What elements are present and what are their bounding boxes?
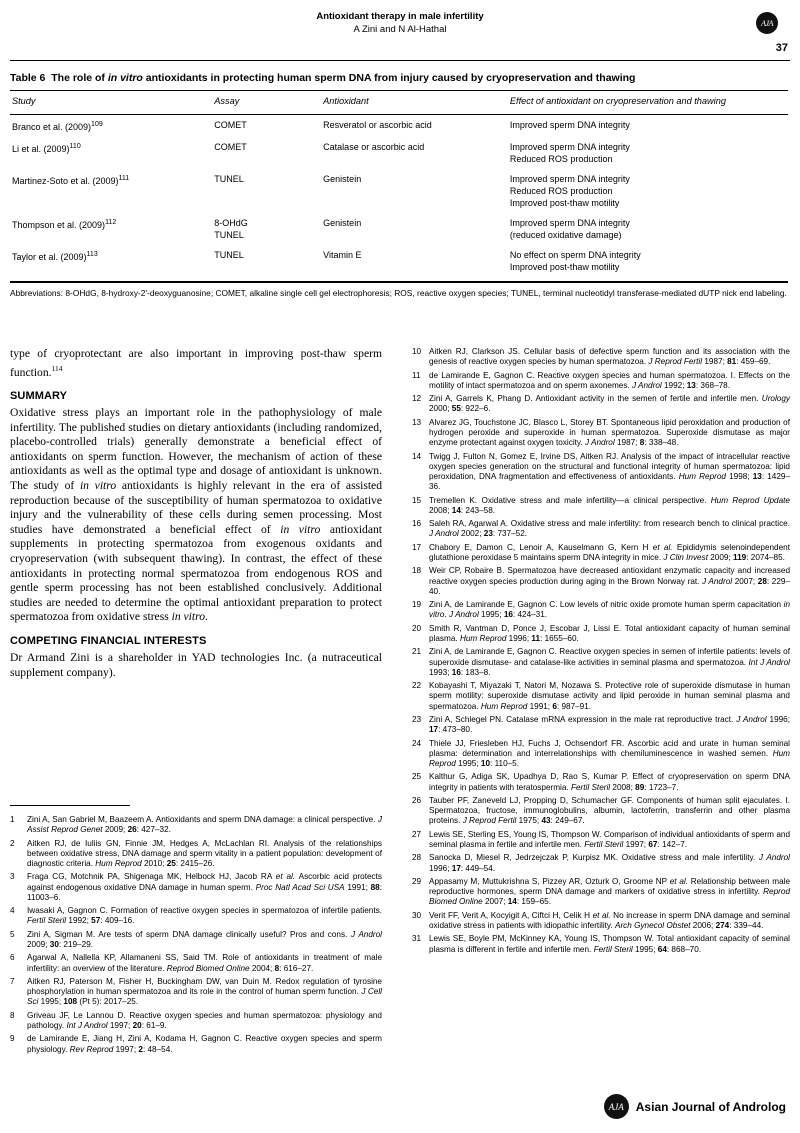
running-head [0,10,800,36]
reference-item [412,796,790,827]
study-name: Martinez-Soto et al. (2009) [12,176,119,186]
reference-text: Kobayashi T, Miyazaki T, Natori M, Nozawa S. Protective role of superoxide dismutase in human sperm motility: superoxide dismutase activity and lipid peroxide in human seminal plasma and spermatozoa. Hum Reprod 1991; 6: 987–91. [429,681,790,711]
reference-number: 13 [412,417,422,427]
table-body [10,115,788,280]
reference-number: 14 [412,451,422,461]
table-caption-italic: in vitro [107,72,143,84]
reference-number: 6 [10,953,15,963]
table-abbreviations: Abbreviations: 8-OHdG, 8-hydroxy-2'-deoxyguanosine; COMET, alkaline single cell gel electrophoresis; ROS, reactive oxygen species; TUNEL, terminal nucleotidyl transferase-mediated dUTP nick end labeling. [10,287,787,298]
reference-item [412,624,790,644]
reference-text: Aitken RJ, de Iuliis GN, Finnie JM, Hedges A, McLachlan RI. Analysis of the relationships between oxidative stress, DNA damage and sperm vitality in a patient population: development of diagnostic criteria. Hum Reprod 2010; 25: 2415–26. [27,838,382,868]
reference-number: 24 [412,738,422,748]
table-6 [10,72,788,299]
journal-logo-icon: AJA [756,12,778,34]
reference-text: Alvarez JG, Touchstone JC, Blasco L, Storey BT. Spontaneous lipid peroxidation and production of hydrogen peroxide and superoxide in human spermatozoa. Superoxide dismutase as major enzyme protectant against oxygen toxicity. J Androl 1987; 8: 338–48. [429,417,790,448]
reference-text: Fraga CG, Motchnik PA, Shigenaga MK, Helbock HJ, Jacob RA et al. Ascorbic acid protects against endogenous oxidative DNA damage in human sperm. Proc Natl Acad Sci USA 1991; 88: 11003–6. [27,872,383,902]
body-columns [10,347,790,1087]
right-column [412,347,790,958]
reference-number: 25 [412,772,422,782]
table-row [10,213,788,245]
reference-item [10,815,382,835]
reference-text: de Lamirande E, Jiang H, Zini A, Kodama H, Gagnon C. Reactive oxygen species and sperm physiology. Rev Reprod 1997; 2: 48–54. [27,1034,382,1054]
reference-text: Zini A, de Lamirande E, Gagnon C. Reactive oxygen species in semen of infertile patients: levels of superoxide dismutase- and catalase-like activities in seminal plasma and spermatozoa. Int J Androl 1993; 16: 183–8. [429,647,790,677]
cell-assay [212,137,321,169]
continued-ref: 114 [51,363,63,373]
reference-item [412,647,790,678]
reference-text: Zini A, Sigman M. Are tests of sperm DNA damage clinically useful? Pros and cons. J Androl 2009; 30: 219–29. [27,929,382,949]
effect-line: Improved post-thaw motility [509,198,620,208]
summary-italic-3: in vitro [171,610,206,624]
running-head-title: Antioxidant therapy in male infertility [316,11,484,22]
cell-study [10,169,212,213]
reference-text: Aitken RJ, Clarkson JS. Cellular basis of defective sperm function and its association with the genesis of reactive oxygen species by human spermatozoa. J Reprod Fertil 1987; 81: 459–69. [429,347,790,367]
reference-number: 8 [10,1010,15,1020]
antioxidant-line: Genistein [323,218,362,228]
table-caption-post: antioxidants in protecting human sperm DNA from injury caused by cryopreservation and thawing [142,72,636,84]
header-divider [10,60,790,61]
reference-item [10,953,382,973]
effect-line: Improved post-thaw motility [509,262,620,272]
cell-study [10,245,212,279]
reference-item [10,1034,382,1054]
antioxidant-line: Genistein [323,174,362,184]
assay-line: 8-OHdG [214,218,248,228]
reference-text: Lewis SE, Sterling ES, Young IS, Thompson W. Comparison of individual antioxidants of sperm and seminal plasma in fertile and infertile men. Fertil Steril 1997; 67: 142–7. [429,829,790,849]
reference-number: 23 [412,714,422,724]
reference-item [10,1011,382,1031]
assay-line: COMET [214,142,247,152]
reference-number: 19 [412,600,422,610]
study-name: Taylor et al. (2009) [12,252,87,262]
study-ref: 113 [86,251,98,258]
cell-antioxidant [321,169,508,213]
page-number: 37 [775,42,788,54]
reference-number: 4 [10,906,15,916]
reference-number: 30 [412,910,422,920]
reference-number: 9 [10,1034,15,1044]
competing-paragraph: Dr Armand Zini is a shareholder in YAD technologies Inc. (a nutraceutical supplement company). [10,650,382,679]
effect-line: No effect on sperm DNA integrity [509,250,641,260]
summary-italic-2: in vitro [280,522,321,536]
study-name: Branco et al. (2009) [12,122,92,132]
effect-line: Improved sperm DNA integrity [509,142,630,152]
reference-text: Verit FF, Verit A, Kocyigit A, Ciftci H, Celik H et al. No increase in sperm DNA damage and seminal oxidative stress in patients with idiopathic infertility. Arch Gynecol Obstet 2006; 274: 339–44. [429,910,790,930]
reference-text: Agarwal A, Nallella KP, Allamaneni SS, Said TM. Role of antioxidants in treatment of male infertility: an overview of the literature. Reprod Biomed Online 2004; 8: 616–27. [27,953,382,973]
assay-line: TUNEL [214,230,244,240]
references-left [10,815,382,1058]
reference-text: Zini A, San Gabriel M, Baazeem A. Antioxidants and sperm DNA damage: a clinical perspective. J Assist Reprod Genet 2009; 26: 427–32. [27,815,382,835]
reference-item [10,872,382,903]
reference-number: 28 [412,853,422,863]
reference-number: 31 [412,934,422,944]
cell-antioxidant [321,115,508,138]
reference-item [412,681,790,712]
reference-text: Tremellen K. Oxidative stress and male infertility—a clinical perspective. Hum Reprod Update 2008; 14: 243–58. [429,495,790,515]
left-column [10,347,383,1054]
cell-antioxidant [321,213,508,245]
table-caption-pre: The role of [51,72,108,84]
summary-italic-1: in vitro [79,479,117,493]
reference-text: Chabory E, Damon C, Lenoir A, Kauselmann G, Kern H et al. Epididymis selenoindependent glutathione peroxidase 5 maintains sperm DNA integrity in mice. J Clin Invest 2009; 119: 2074–85. [429,542,790,562]
assay-line: TUNEL [214,250,244,260]
reference-number: 22 [412,681,422,691]
reference-text: Appasamy M, Muttukrishna S, Pizzey AR, Ozturk O, Groome NP et al. Relationship between male reproductive hormones, sperm DNA damage and markers of oxidative stress in infertility. Reprod Biomed Online 2007; 14: 159–65. [429,876,790,907]
column-header-antioxidant: Antioxidant [321,91,508,115]
reference-number: 16 [412,519,422,529]
reference-item [412,877,790,908]
reference-number: 27 [412,829,422,839]
reference-item [412,934,790,954]
reference-number: 18 [412,566,422,576]
summary-part-4: . [205,610,208,624]
reference-item [412,911,790,931]
reference-item [412,566,790,597]
cell-effect [508,245,788,279]
table-label: Table 6 [10,72,46,84]
effect-line: Improved sperm DNA integrity [509,218,630,228]
table-row [10,115,788,138]
table-6-grid [10,90,788,279]
reference-text: Griveau JF, Le Lannou D. Reactive oxygen species and human spermatozoa: physiology and pathology. Int J Androl 1997; 20: 61–9. [27,1010,382,1030]
antioxidant-line: Vitamin E [323,250,362,260]
journal-footer-logo-icon: AJA [604,1094,629,1119]
reference-text: Saleh RA, Agarwal A. Oxidative stress and male infertility: from research bench to clinical practice. J Androl 2002; 23: 737–52. [429,519,790,539]
reference-item [412,853,790,873]
reference-item [412,715,790,735]
reference-number: 21 [412,647,422,657]
cell-effect [508,169,788,213]
table-header-row [10,91,788,115]
summary-part-3: antioxidant supplements in protecting spermatozoa from exogenous oxidants and cryopreservation (with subsequent thawing). In contrast, the effect of these antioxidants in protecting normal spermatozoa from endogenous ROS and gentle sperm processing has not been established conclusively. Additional studies are needed to determine the optimal antioxidant preparation to protect spermatozoa from oxidative stress [10,522,383,624]
running-head-authors: A Zini and N Al-Hathal [353,24,447,35]
study-ref: 110 [69,143,81,150]
reference-text: Zini A, de Lamirande E, Gagnon C. Low levels of nitric oxide promote human sperm capacitation in vitro. J Androl 1995; 16: 424–31. [429,600,790,620]
cell-assay [212,213,321,245]
reference-number: 10 [412,347,422,356]
journal-name: Asian Journal of Androlog [635,1099,786,1114]
effect-line: Reduced ROS production [509,186,613,196]
cell-effect [508,213,788,245]
study-name: Thompson et al. (2009) [12,220,106,230]
reference-text: Aitken RJ, Paterson M, Fisher H, Buckingham DW, van Duin M. Redox regulation of tyrosine phosphorylation in human spermatozoa and its role in the control of human sperm function. J Cell Sci 1995; 108 (Pt 5): 2017–25. [27,976,382,1007]
cell-assay [212,115,321,138]
reference-item [412,496,790,516]
cell-study [10,137,212,169]
table-caption [10,72,788,85]
antioxidant-line: Resveratol or ascorbic acid [323,120,432,130]
cell-antioxidant [321,137,508,169]
reference-text: Sanocka D, Miesel R, Jedrzejczak P, Kurpisz MK. Oxidative stress and male infertility. J Androl 1996; 17: 449–54. [429,853,790,873]
reference-number: 11 [412,370,421,380]
summary-part-1: Oxidative stress plays an important role in the pathophysiology of male infertility. The published studies on dietary antioxidants (including randomized, placebo-controlled trials) generally demonstrate a beneficial effect of antioxidants on sperm function. However, the mechanism of action of these antioxidants as well as the optimal type and dosage of antioxidant is unknown. The study of [10,406,382,493]
reference-item [10,839,382,870]
column-header-effect: Effect of antioxidant on cryopreservation and thawing [508,91,788,115]
cell-effect [508,115,788,138]
table-bottom-rule [10,281,788,283]
effect-line: (reduced oxidative damage) [509,230,622,240]
reference-item [412,543,790,563]
page-footer [604,1094,786,1119]
reference-number: 7 [10,976,15,986]
reference-text: Thiele JJ, Friesleben HJ, Fuchs J, Ochsendorf FR. Ascorbic acid and urate in human seminal plasma: determination and interrelationships with chemiluminescence in washed semen. Hum Reprod 1995; 10: 110–5. [429,738,790,768]
continued-text: type of cryoprotectant are also important in improving post-thaw sperm function. [10,347,382,379]
reference-text: de Lamirande E, Gagnon C. Reactive oxygen species and human spermatozoa. I. Effects on the motility of intact spermatozoa and on sperm axonemes. J Androl 1992; 13: 368–78. [429,370,790,390]
reference-number: 2 [10,838,15,848]
reference-item [412,519,790,539]
study-name: Li et al. (2009) [12,144,70,154]
reference-text: Iwasaki A, Gagnon C. Formation of reactive oxygen species in spermatozoa of infertile patients. Fertil Steril 1992; 57: 409–16. [27,906,382,926]
study-ref: 112 [105,219,117,226]
cell-study [10,115,212,138]
reference-item [412,394,790,414]
reference-item [412,600,790,620]
reference-number: 1 [10,815,15,824]
table-row [10,245,788,279]
reference-text: Zini A, Schlegel PN. Catalase mRNA expression in the male rat reproductive tract. J Androl 1996; 17: 473–80. [429,714,791,735]
reference-item [10,930,382,950]
reference-text: Twigg J, Fulton N, Gomez E, Irvine DS, Aitken RJ. Analysis of the impact of intracellular reactive oxygen species generation on the structural and functional integrity of human spermatozoa: lipid peroxidation, DNA fragmentation and effectiveness of antioxidants. Hum Reprod 1998; 13: 1429–36. [429,451,790,492]
assay-line: TUNEL [214,174,244,184]
table-row [10,169,788,213]
column-header-assay: Assay [212,91,321,115]
continued-paragraph [10,347,382,380]
reference-item [10,906,382,926]
reference-text: Smith R, Vantman D, Ponce J, Escobar J, Lissi E. Total antioxidant capacity of human seminal plasma. Hum Reprod 1996; 11: 1655–60. [429,623,790,643]
reference-number: 5 [10,929,15,939]
reference-text: Zini A, Garrels K, Phang D. Antioxidant activity in the semen of fertile and infertile men. Urology 2000; 55: 922–6. [429,394,790,414]
cell-antioxidant [321,245,508,279]
heading-competing-interests: COMPETING FINANCIAL INTERESTS [10,634,207,647]
cell-effect [508,137,788,169]
references-divider [10,805,130,806]
reference-item [412,371,790,391]
table-row [10,137,788,169]
summary-part-2: antioxidants is highly relevant in the era of assisted reproduction because of the susceptibility of human spermatozoa to oxidative injury and the vulnerability of these cells during semen processing. Most studies have demonstrated a beneficial effect of [10,479,382,536]
study-ref: 111 [118,175,130,182]
effect-line: Reduced ROS production [509,154,613,164]
cell-study [10,213,212,245]
reference-item [412,739,790,770]
reference-text: Tauber PF, Zaneveld LJ, Propping D, Schumacher GF. Components of human split ejaculates. I. Spermatozoa, fructose, immunoglobulins, albumin, lactoferrin, transferrin and other plasma proteins. J Reprod Fertil 1975; 43: 249–67. [429,795,790,826]
reference-item [412,347,790,367]
reference-number: 29 [412,876,422,886]
reference-number: 3 [10,872,15,882]
reference-item [412,452,790,493]
effect-line: Improved sperm DNA integrity [509,174,630,184]
assay-line: COMET [214,120,247,130]
reference-number: 15 [412,495,422,505]
heading-summary: SUMMARY [10,390,68,403]
reference-number: 20 [412,623,422,633]
reference-number: 17 [412,542,422,552]
reference-number: 26 [412,795,422,805]
cell-assay [212,245,321,279]
reference-item [412,418,790,449]
study-ref: 109 [91,121,103,128]
effect-line: Improved sperm DNA integrity [509,120,630,130]
reference-item [10,977,382,1008]
reference-number: 12 [412,394,422,404]
reference-text: Lewis SE, Boyle PM, McKinney KA, Young IS, Thompson W. Total antioxidant capacity of seminal plasma is different in fertile and infertile men. Fertil Steril 1995; 64: 868–70. [429,934,790,954]
antioxidant-line: Catalase or ascorbic acid [323,142,425,152]
cell-assay [212,169,321,213]
column-header-study: Study [10,91,212,115]
summary-paragraph [10,406,382,625]
reference-item [412,830,790,850]
reference-text: Weir CP, Robaire B. Spermatozoa have decreased antioxidant enzymatic capacity and increased reactive oxygen species production during aging in the Brown Norway rat. J Androl 2007; 28: 229–40. [429,566,790,596]
reference-item [412,772,790,792]
reference-text: Kalthur G, Adiga SK, Upadhya D, Rao S, Kumar P. Effect of cryopreservation on sperm DNA integrity in patients with teratospermia. Fertil Steril 2008; 89: 1723–7. [429,772,790,792]
